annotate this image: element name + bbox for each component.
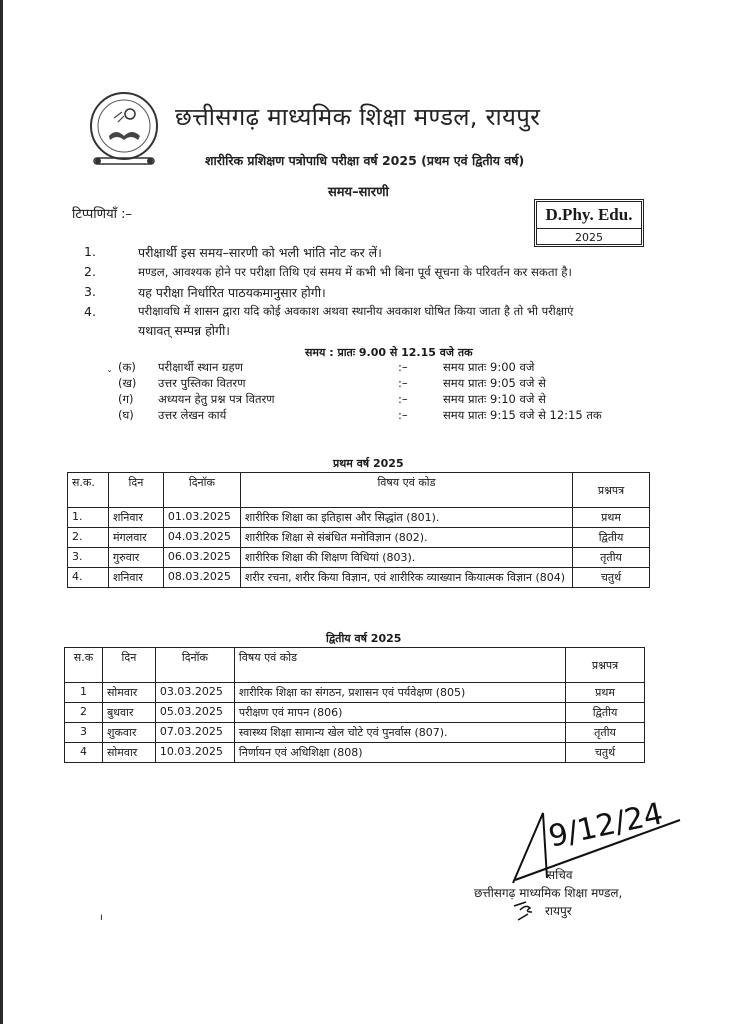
table-header-row — [68, 473, 650, 508]
header-serial: स.क — [65, 648, 103, 683]
schedule-row — [118, 408, 638, 424]
signatory-city: रायपुर — [545, 904, 572, 918]
pen-mark: ˇ — [107, 370, 112, 381]
schedule-desc: परीक्षार्थी स्थान ग्रहण — [158, 360, 243, 374]
cell-date: 04.03.2025 — [163, 528, 240, 548]
cell-paper: चतुर्थ — [573, 568, 650, 588]
schedule-time: समय प्रातः 9:10 वजे से — [443, 392, 546, 406]
schedule-label: (ख) — [118, 376, 137, 390]
header-day: दिन — [102, 648, 155, 683]
signature-date: 9/12/24 — [545, 796, 667, 855]
cell-day: मंगलवार — [108, 528, 163, 548]
cell-paper: तृतीय — [566, 723, 645, 743]
table-row — [68, 528, 650, 548]
note-number: 1. — [84, 244, 96, 259]
second-year-caption: द्वितीय वर्ष 2025 — [326, 632, 402, 645]
note-number: 2. — [84, 264, 96, 279]
table-row — [65, 703, 645, 723]
cell-subject: शारीरिक शिक्षा से संबंधित मनोविज्ञान (802). — [240, 528, 572, 548]
note-text: यह परीक्षा निर्धारित पाठयकमानुसार होगी। — [138, 285, 326, 300]
table-row — [68, 508, 650, 528]
cell-date: 07.03.2025 — [155, 723, 234, 743]
schedule-row — [118, 392, 638, 408]
cell-date: 06.03.2025 — [163, 548, 240, 568]
cell-date: 10.03.2025 — [155, 743, 234, 763]
cell-date: 01.03.2025 — [163, 508, 240, 528]
notes-heading: टिप्पणियाँ :– — [72, 207, 132, 222]
schedule-desc: अध्ययन हेतु प्रश्न पत्र वितरण — [158, 392, 275, 406]
schedule-time: समय प्रातः 9:00 वजे — [443, 360, 535, 374]
signatory-designation: सचिव — [547, 868, 573, 882]
schedule-heading: समय : प्रातः 9.00 से 12.15 वजे तक — [305, 346, 473, 359]
schedule-sep: :– — [398, 360, 408, 374]
cell-date: 05.03.2025 — [155, 703, 234, 723]
header-date: दिनॉक — [155, 648, 234, 683]
cell-subject: शारीरिक शिक्षा की शिक्षण विधियां (803). — [240, 548, 572, 568]
second-year-table — [64, 647, 645, 763]
note-text: परीक्षार्थी इस समय–सारणी को भली भांति नोट कर लें। — [138, 245, 382, 260]
header-serial: स.क. — [68, 473, 109, 508]
cell-subject: परीक्षण एवं मापन (806) — [234, 703, 565, 723]
cell-serial: 3. — [68, 548, 109, 568]
header-paper: प्रश्नपत्र — [566, 648, 645, 683]
cell-subject: शरीर रचना, शरीर किया विज्ञान, एवं शारीरिक व्याख्यान कियात्मक विज्ञान (804) — [240, 568, 572, 588]
page-edge — [0, 0, 3, 1024]
initials-mark — [512, 898, 542, 922]
cell-paper: तृतीय — [573, 548, 650, 568]
table-row — [65, 683, 645, 703]
note-text: परीक्षावधि में शासन द्वारा यदि कोई अवकाश अथवा स्थानीय अवकाश घोषित किया जाता है तो भी परीक्षाएं — [138, 304, 574, 318]
cell-serial: 3 — [65, 723, 103, 743]
cell-day: सोमवार — [102, 683, 155, 703]
cell-day: बुधवार — [102, 703, 155, 723]
note-number: 3. — [84, 284, 96, 299]
document-title: समय–सारणी — [328, 185, 389, 200]
table-row — [65, 743, 645, 763]
schedule-sep: :– — [398, 408, 408, 422]
schedule-label: (ग) — [118, 392, 134, 406]
cell-paper: प्रथम — [573, 508, 650, 528]
schedule-label: (क) — [118, 360, 136, 374]
table-row — [65, 723, 645, 743]
cell-subject: शारीरिक शिक्षा का इतिहास और सिद्धांत (801). — [240, 508, 572, 528]
note-text: यथावत् सम्पन्न होगी। — [138, 323, 231, 338]
schedule-sep: :– — [398, 376, 408, 390]
cell-serial: 4. — [68, 568, 109, 588]
schedule-time: समय प्रातः 9:15 वजे से 12:15 तक — [443, 408, 602, 422]
badge-year: 2025 — [575, 231, 603, 244]
schedule-sep: :– — [398, 392, 408, 406]
cell-serial: 1. — [68, 508, 109, 528]
schedule-row — [118, 360, 638, 376]
first-year-table — [67, 472, 650, 588]
cell-subject: शारीरिक शिक्षा का संगठन, प्रशासन एवं पर्यवेक्षण (805) — [234, 683, 565, 703]
cell-day: सोमवार — [102, 743, 155, 763]
badge-course: D.Phy. Edu. — [537, 202, 641, 229]
schedule-time: समय प्रातः 9:05 वजे से — [443, 376, 546, 390]
cell-serial: 2 — [65, 703, 103, 723]
stray-mark: ı — [100, 912, 103, 923]
course-badge — [534, 199, 644, 247]
cell-day: शुकवार — [102, 723, 155, 743]
cell-paper: चतुर्थ — [566, 743, 645, 763]
cell-paper: प्रथम — [566, 683, 645, 703]
cell-day: शनिवार — [108, 508, 163, 528]
header-day: दिन — [108, 473, 163, 508]
cell-serial: 2. — [68, 528, 109, 548]
cell-day: शनिवार — [108, 568, 163, 588]
header-date: दिनॉक — [163, 473, 240, 508]
schedule-label: (घ) — [118, 408, 134, 422]
cell-serial: 1 — [65, 683, 103, 703]
schedule-desc: उत्तर पुस्तिका वितरण — [158, 376, 246, 390]
header-subject: विषय एवं कोड — [240, 473, 572, 508]
table-row — [68, 568, 650, 588]
header-subject: विषय एवं कोड — [234, 648, 565, 683]
note-text: मण्डल, आवश्यक होने पर परीक्षा तिथि एवं समय में कभी भी बिना पूर्व सूचना के परिवर्तन कर सकता है। — [138, 265, 572, 279]
cell-date: 03.03.2025 — [155, 683, 234, 703]
schedule-row — [118, 376, 638, 392]
schedule-desc: उत्तर लेखन कार्य — [158, 408, 227, 422]
cell-subject: स्वास्थ्य शिक्षा सामान्य खेल चोटे एवं पुनर्वास (807). — [234, 723, 565, 743]
board-name: छत्तीसगढ़ माध्यमिक शिक्षा मण्डल, रायपुर — [175, 103, 541, 131]
first-year-caption: प्रथम वर्ष 2025 — [333, 457, 404, 470]
note-number: 4. — [84, 304, 96, 319]
cell-date: 08.03.2025 — [163, 568, 240, 588]
table-row — [68, 548, 650, 568]
cell-serial: 4 — [65, 743, 103, 763]
board-logo — [84, 88, 164, 168]
cell-subject: निर्णायन एवं अधिशिक्षा (808) — [234, 743, 565, 763]
cell-day: गुरुवार — [108, 548, 163, 568]
cell-paper: द्वितीय — [573, 528, 650, 548]
table-header-row — [65, 648, 645, 683]
header-paper: प्रश्नपत्र — [573, 473, 650, 508]
signatory-org: छत्तीसगढ़ माध्यमिक शिक्षा मण्डल, — [474, 886, 623, 900]
exam-title: शारीरिक प्रशिक्षण पत्रोपाधि परीक्षा वर्ष 2025 (प्रथम एवं द्वितीय वर्ष) — [205, 153, 525, 168]
cell-paper: द्वितीय — [566, 703, 645, 723]
